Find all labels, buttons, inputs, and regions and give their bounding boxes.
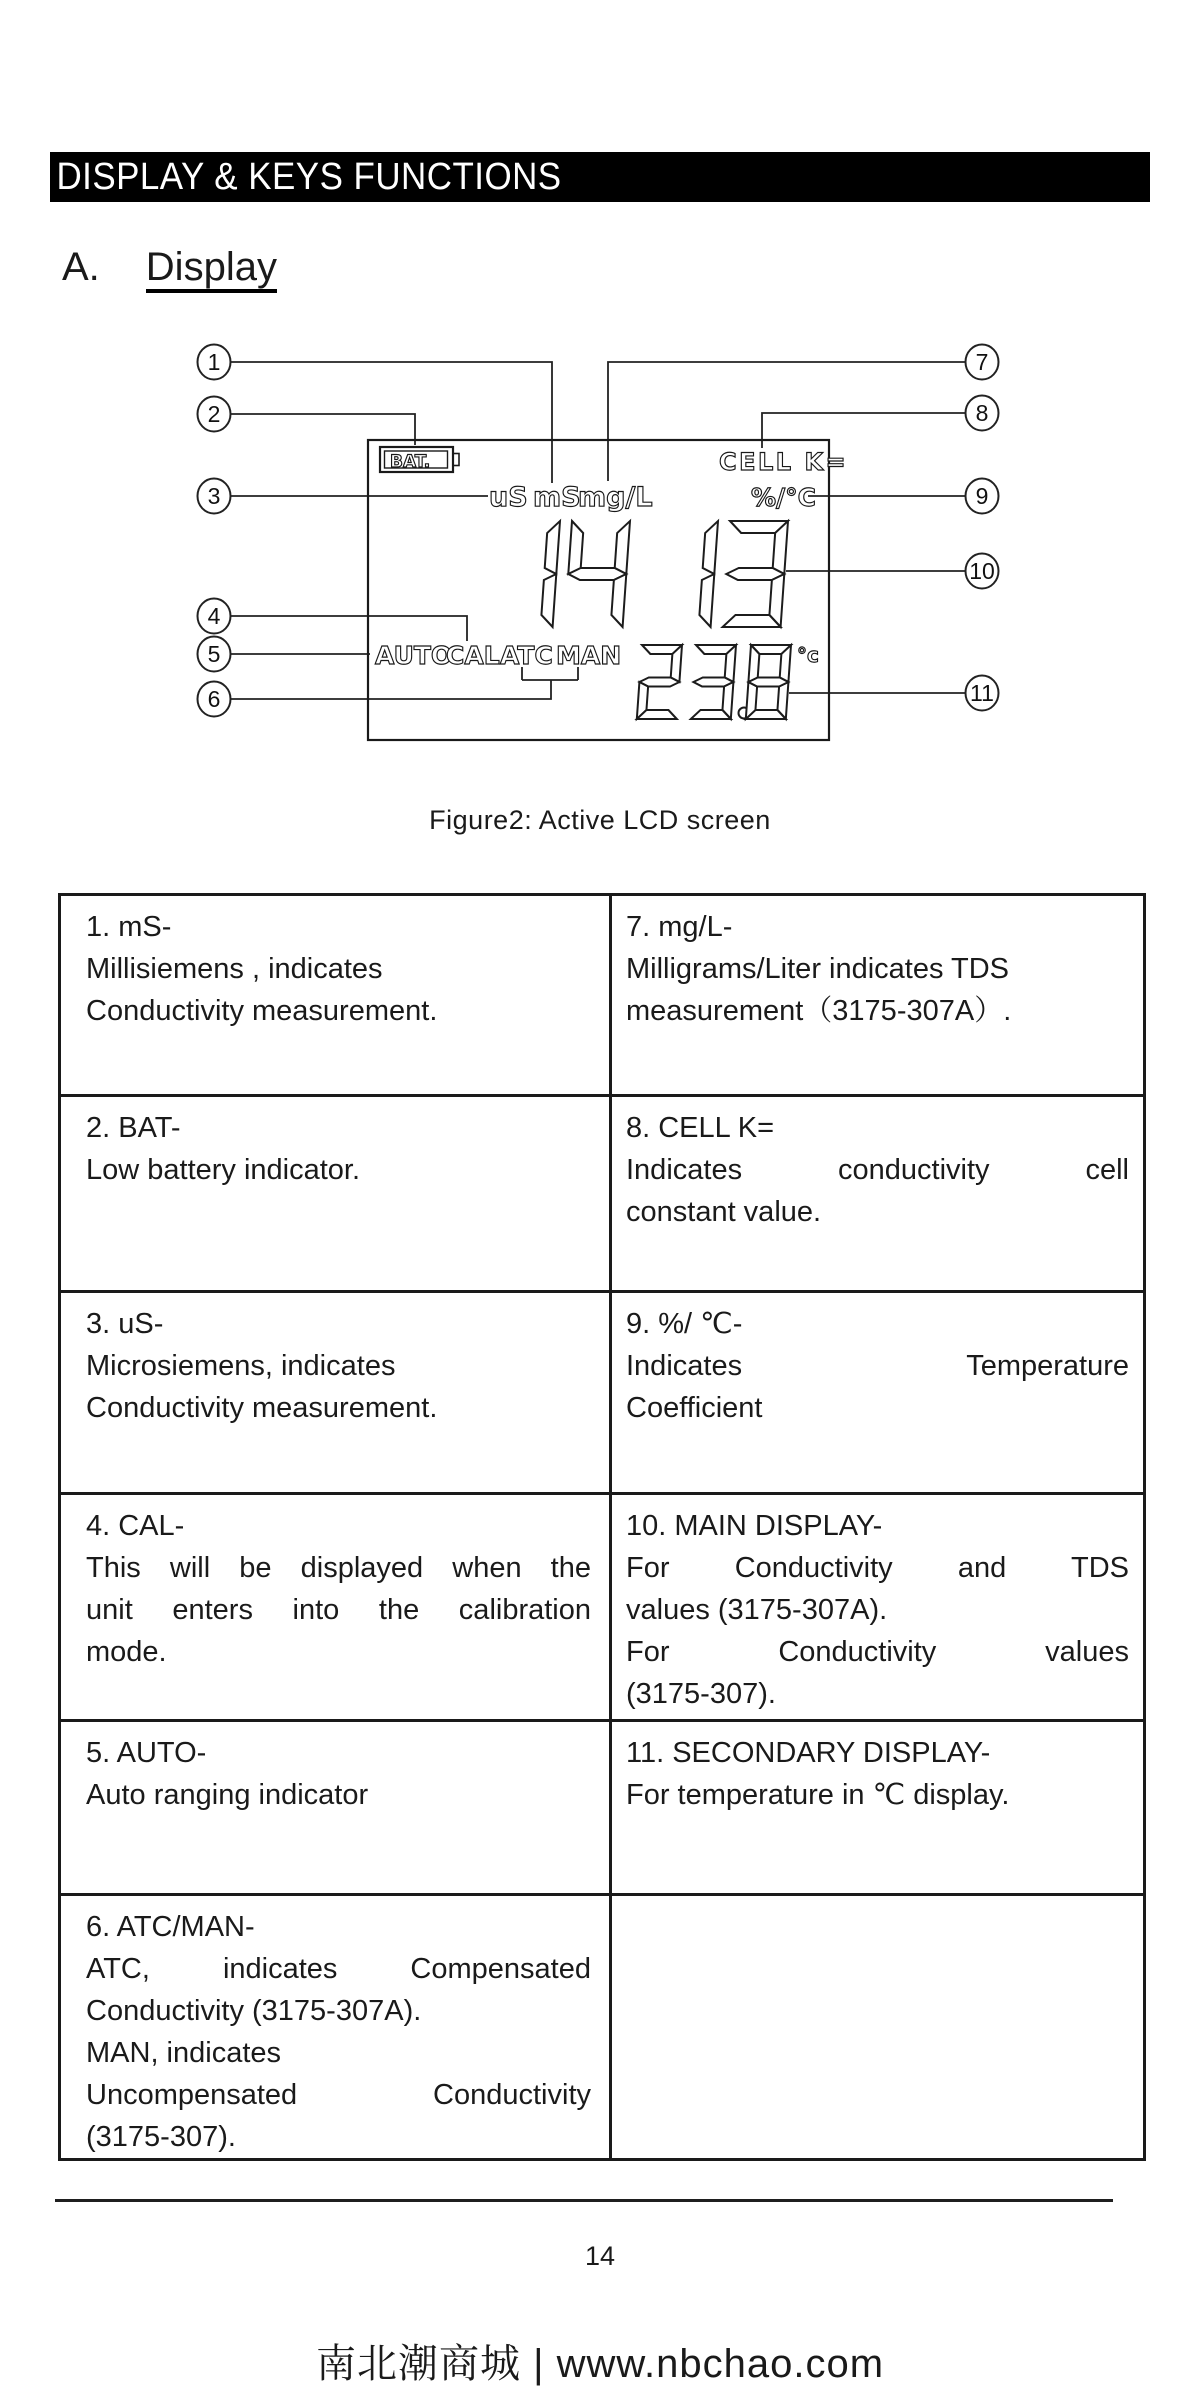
table-cell-line: ATC, indicates Compensated (86, 1953, 591, 1985)
table-cell-line: Indicates Temperature (626, 1350, 1129, 1382)
section-letter: A. (62, 245, 100, 289)
table-cell-line: (3175-307). (86, 2121, 236, 2153)
lcd-degc-label: °c (797, 643, 819, 667)
table-cell-right (611, 1895, 1145, 2160)
lcd-functions-table (58, 893, 1146, 2161)
table-cell-line: Milligrams/Liter indicates TDS (626, 953, 1010, 985)
table-cell-line: mode. (86, 1636, 167, 1668)
table-cell-left (60, 1721, 611, 1895)
table-cell-left (60, 1096, 611, 1292)
lcd-ms-label: mS (533, 482, 581, 513)
table-cell-line: 6. ATC/MAN- (86, 1911, 255, 1943)
callout-line-6 (231, 667, 578, 699)
callout-number-3: 3 (207, 483, 221, 509)
table-cell-line: Indicates conductivity cell (626, 1154, 1129, 1186)
table-cell-line: This will be displayed when the (86, 1552, 591, 1584)
callout-number-2: 2 (207, 401, 221, 427)
table-cell-line: 1. mS- (86, 911, 172, 943)
table-cell-line: 5. AUTO- (86, 1737, 207, 1769)
section-header-bar (50, 152, 1150, 202)
table-cell-line: Conductivity (3175-307A). (86, 1995, 422, 2027)
table-cell-left (60, 1494, 611, 1721)
table-cell-line: For Conductivity values (626, 1636, 1129, 1668)
table-cell-right (611, 1721, 1145, 1895)
figure-caption: Figure2: Active LCD screen (429, 805, 771, 835)
section-title: Display (146, 246, 277, 293)
secondary-display-digits (637, 645, 791, 719)
table-cell-left (60, 1895, 611, 2160)
table-cell-line: For Conductivity and TDS (626, 1552, 1129, 1584)
lcd-mgl-label: mg/L (578, 482, 653, 513)
page-number: 14 (584, 2241, 616, 2271)
lcd-table-body (60, 895, 1145, 2160)
lcd-figure-diagram (150, 330, 1050, 760)
table-row (60, 1096, 1145, 1292)
table-cell-line: Conductivity measurement. (86, 995, 438, 1027)
table-cell-right (611, 1494, 1145, 1721)
table-cell-right (611, 1292, 1145, 1494)
table-row (60, 1292, 1145, 1494)
lcd-man-label: MAN (556, 641, 622, 670)
table-cell-line: Millisiemens , indicates (86, 953, 383, 985)
table-cell-line: (3175-307). (626, 1678, 776, 1710)
table-cell-left (60, 895, 611, 1096)
callout-number-8: 8 (975, 400, 989, 426)
table-cell-line: MAN, indicates (86, 2037, 282, 2069)
lcd-pctc-label: %/°C (751, 483, 817, 512)
table-cell-right (611, 1096, 1145, 1292)
table-cell-line: 9. %/ ℃- (626, 1308, 743, 1340)
lcd-us-label: uS (489, 482, 528, 513)
table-row (60, 1494, 1145, 1721)
table-cell-line: Coefficient (626, 1392, 763, 1424)
table-cell-right (611, 895, 1145, 1096)
table-cell-line: For temperature in ℃ display. (626, 1779, 1010, 1811)
table-cell-line: Conductivity measurement. (86, 1392, 438, 1424)
callout-number-5: 5 (207, 641, 221, 667)
callout-number-9: 9 (975, 483, 989, 509)
callout-number-7: 7 (975, 349, 989, 375)
main-display-digits (541, 521, 788, 627)
lcd-atc-label: ATC (500, 641, 553, 670)
table-cell-line: Uncompensated Conductivity (86, 2079, 591, 2111)
table-cell-line: Microsiemens, indicates (86, 1350, 396, 1382)
table-cell-line: 4. CAL- (86, 1510, 185, 1542)
table-cell-line: unit enters into the calibration (86, 1594, 591, 1626)
table-row (60, 1895, 1145, 2160)
table-cell-line: constant value. (626, 1196, 822, 1228)
lcd-cal-label: CAL (446, 641, 500, 670)
callout-number-6: 6 (207, 686, 221, 712)
battery-label: BAT. (390, 452, 431, 472)
footer-brand: 南北潮商城 | www.nbchao.com (315, 2342, 885, 2386)
callout-number-4: 4 (207, 603, 221, 629)
table-row (60, 895, 1145, 1096)
callout-line-4 (231, 616, 467, 641)
callout-number-11: 11 (970, 680, 994, 706)
callout-number-1: 1 (207, 349, 221, 375)
section-heading (62, 246, 277, 293)
table-cell-line: Auto ranging indicator (86, 1779, 369, 1811)
callout-line-8 (762, 413, 966, 448)
battery-icon (380, 447, 459, 472)
table-cell-line: 10. MAIN DISPLAY- (626, 1510, 883, 1542)
table-cell-line: 7. mg/L- (626, 911, 733, 943)
table-cell-line: 8. CELL K= (626, 1112, 775, 1144)
callout-number-10: 10 (969, 558, 995, 584)
footer-divider (55, 2199, 1113, 2202)
table-cell-line: measurement（3175-307A）. (626, 995, 1012, 1027)
table-cell-left (60, 1292, 611, 1494)
table-cell-line: Low battery indicator. (86, 1154, 361, 1186)
table-cell-line: 11. SECONDARY DISPLAY- (626, 1737, 991, 1769)
table-cell-line: values (3175-307A). (626, 1594, 888, 1626)
table-cell-line: 3. uS- (86, 1308, 164, 1340)
table-row (60, 1721, 1145, 1895)
section-header-title: DISPLAY & KEYS FUNCTIONS (56, 156, 562, 198)
table-cell-line: 2. BAT- (86, 1112, 181, 1144)
lcd-cellk-label: CELL K= (719, 448, 849, 476)
lcd-auto-label: AUTO (375, 641, 453, 670)
